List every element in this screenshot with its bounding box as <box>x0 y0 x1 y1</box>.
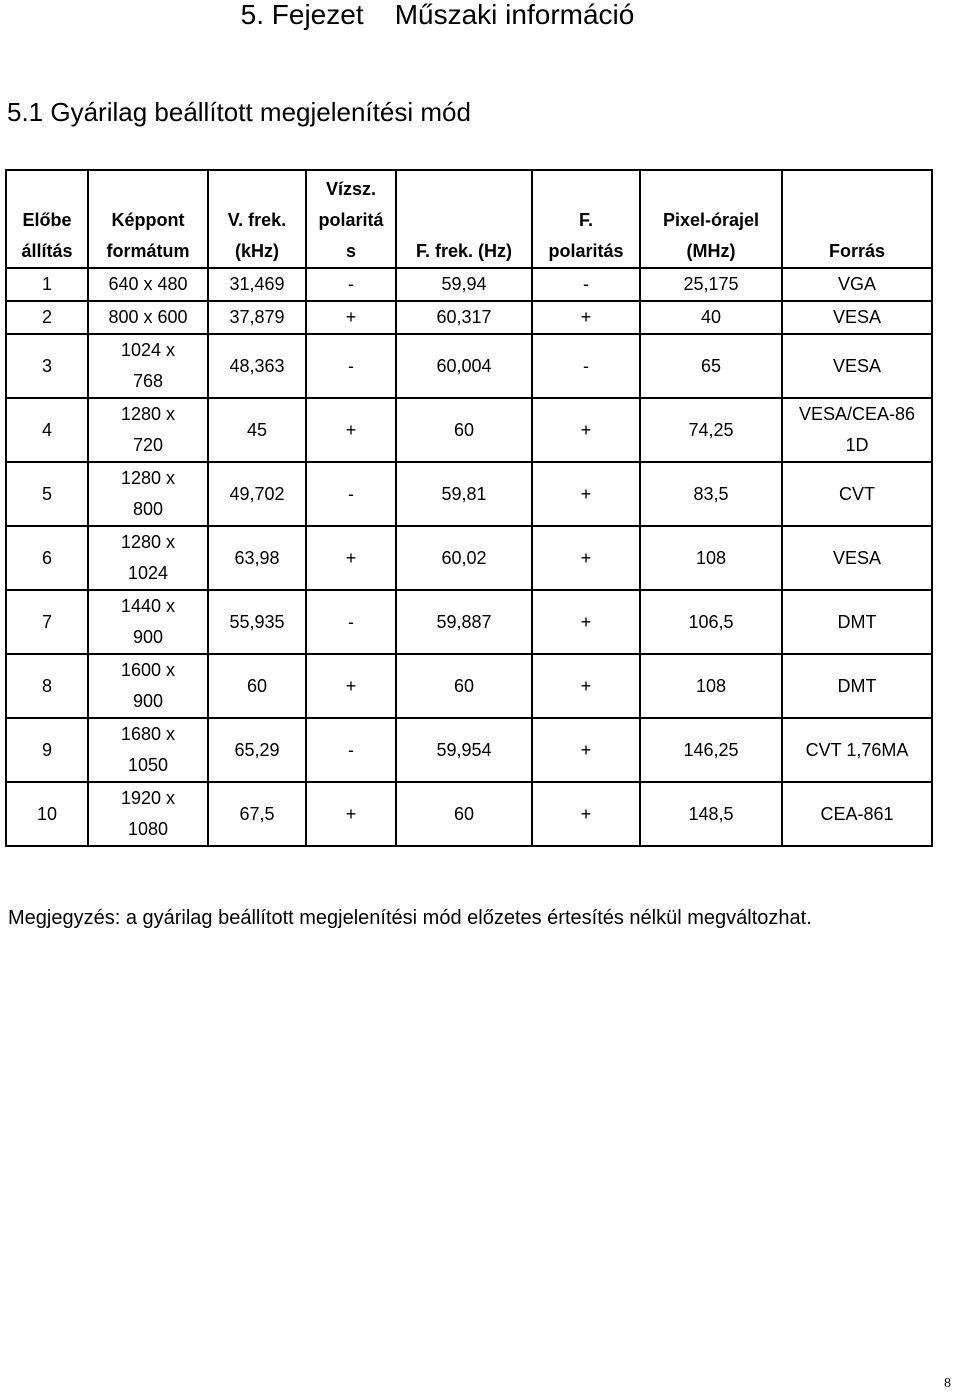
v-frequency-cell: 60,02 <box>396 526 532 590</box>
pixel-clock-cell: 74,25 <box>640 398 782 462</box>
h-polarity-cell: + <box>306 654 396 718</box>
h-frequency-cell: 48,363 <box>208 334 306 398</box>
v-polarity-cell: + <box>532 398 640 462</box>
v-polarity-cell: + <box>532 718 640 782</box>
table-row <box>6 398 932 462</box>
preset-cell: 3 <box>6 334 88 398</box>
header-cell: V. frek. (kHz) <box>208 170 306 268</box>
h-polarity-cell: + <box>306 301 396 334</box>
v-frequency-cell: 59,81 <box>396 462 532 526</box>
table-row <box>6 526 932 590</box>
h-frequency-cell: 45 <box>208 398 306 462</box>
table-body <box>6 268 932 846</box>
table-row <box>6 268 932 301</box>
pixel-clock-cell: 25,175 <box>640 268 782 301</box>
resolution-cell: 1024 x 768 <box>88 334 208 398</box>
table-row <box>6 590 932 654</box>
source-cell: CEA-861 <box>782 782 932 846</box>
h-polarity-cell: + <box>306 526 396 590</box>
resolution-cell: 1280 x 1024 <box>88 526 208 590</box>
h-polarity-cell: - <box>306 590 396 654</box>
source-cell: VESA <box>782 334 932 398</box>
pixel-clock-cell: 106,5 <box>640 590 782 654</box>
v-frequency-cell: 60 <box>396 398 532 462</box>
v-polarity-cell: + <box>532 462 640 526</box>
h-frequency-cell: 37,879 <box>208 301 306 334</box>
v-frequency-cell: 59,94 <box>396 268 532 301</box>
header-cell: Előbe állítás <box>6 170 88 268</box>
resolution-cell: 640 x 480 <box>88 268 208 301</box>
source-cell: CVT 1,76MA <box>782 718 932 782</box>
h-frequency-cell: 49,702 <box>208 462 306 526</box>
pixel-clock-cell: 146,25 <box>640 718 782 782</box>
table-row <box>6 301 932 334</box>
preset-cell: 8 <box>6 654 88 718</box>
pixel-clock-cell: 108 <box>640 654 782 718</box>
v-frequency-cell: 59,954 <box>396 718 532 782</box>
header-cell: Képpont formátum <box>88 170 208 268</box>
v-frequency-cell: 60,004 <box>396 334 532 398</box>
h-polarity-cell: - <box>306 718 396 782</box>
table-row <box>6 782 932 846</box>
table-row <box>6 462 932 526</box>
resolution-cell: 1280 x 720 <box>88 398 208 462</box>
preset-cell: 5 <box>6 462 88 526</box>
h-frequency-cell: 31,469 <box>208 268 306 301</box>
resolution-cell: 1680 x 1050 <box>88 718 208 782</box>
preset-cell: 9 <box>6 718 88 782</box>
h-polarity-cell: + <box>306 782 396 846</box>
v-polarity-cell: + <box>532 654 640 718</box>
header-cell: Forrás <box>782 170 932 268</box>
source-cell: VESA <box>782 301 932 334</box>
resolution-cell: 1600 x 900 <box>88 654 208 718</box>
resolution-cell: 800 x 600 <box>88 301 208 334</box>
h-frequency-cell: 55,935 <box>208 590 306 654</box>
resolution-cell: 1440 x 900 <box>88 590 208 654</box>
h-frequency-cell: 65,29 <box>208 718 306 782</box>
v-frequency-cell: 60 <box>396 782 532 846</box>
section-title: 5.1 Gyárilag beállított megjelenítési mód <box>7 97 471 127</box>
v-polarity-cell: + <box>532 782 640 846</box>
table-row <box>6 654 932 718</box>
preset-cell: 2 <box>6 301 88 334</box>
h-polarity-cell: - <box>306 268 396 301</box>
source-cell: VESA/CEA-86 1D <box>782 398 932 462</box>
table-row <box>6 718 932 782</box>
v-polarity-cell: + <box>532 526 640 590</box>
pixel-clock-cell: 40 <box>640 301 782 334</box>
source-cell: DMT <box>782 654 932 718</box>
v-polarity-cell: - <box>532 334 640 398</box>
h-polarity-cell: + <box>306 398 396 462</box>
source-cell: CVT <box>782 462 932 526</box>
preset-cell: 10 <box>6 782 88 846</box>
source-cell: VESA <box>782 526 932 590</box>
preset-cell: 6 <box>6 526 88 590</box>
v-polarity-cell: - <box>532 268 640 301</box>
display-modes-table <box>5 169 933 847</box>
v-polarity-cell: + <box>532 590 640 654</box>
table-row <box>6 334 932 398</box>
chapter-title: 5. Fejezet Műszaki információ <box>240 0 635 30</box>
header-cell: F. polaritás <box>532 170 640 268</box>
pixel-clock-cell: 148,5 <box>640 782 782 846</box>
pixel-clock-cell: 83,5 <box>640 462 782 526</box>
header-cell: Vízsz. polaritá s <box>306 170 396 268</box>
resolution-cell: 1280 x 800 <box>88 462 208 526</box>
page-number: 8 <box>944 1376 951 1391</box>
h-polarity-cell: - <box>306 462 396 526</box>
h-polarity-cell: - <box>306 334 396 398</box>
v-frequency-cell: 60 <box>396 654 532 718</box>
h-frequency-cell: 60 <box>208 654 306 718</box>
table-header-row <box>6 170 932 268</box>
v-frequency-cell: 59,887 <box>396 590 532 654</box>
preset-cell: 4 <box>6 398 88 462</box>
resolution-cell: 1920 x 1080 <box>88 782 208 846</box>
pixel-clock-cell: 65 <box>640 334 782 398</box>
source-cell: DMT <box>782 590 932 654</box>
header-cell: F. frek. (Hz) <box>396 170 532 268</box>
pixel-clock-cell: 108 <box>640 526 782 590</box>
footnote: Megjegyzés: a gyárilag beállított megjelenítési mód előzetes értesítés nélkül megváltozhat. <box>8 907 812 929</box>
preset-cell: 7 <box>6 590 88 654</box>
v-frequency-cell: 60,317 <box>396 301 532 334</box>
header-cell: Pixel-órajel (MHz) <box>640 170 782 268</box>
preset-cell: 1 <box>6 268 88 301</box>
source-cell: VGA <box>782 268 932 301</box>
h-frequency-cell: 67,5 <box>208 782 306 846</box>
h-frequency-cell: 63,98 <box>208 526 306 590</box>
v-polarity-cell: + <box>532 301 640 334</box>
